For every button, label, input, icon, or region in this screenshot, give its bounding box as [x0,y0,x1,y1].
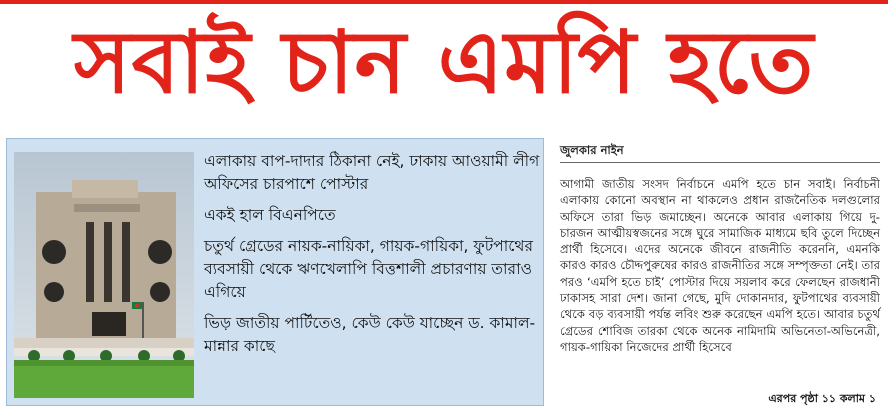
highlight-list [204,150,540,366]
byline-divider [560,162,880,163]
highlight-item: ভিড় জাতীয় পার্টিতেও, কেউ কেউ যাচ্ছেন ড. কামাল-মান্নার কাছে [204,314,536,355]
highlight-item: এলাকায় বাপ-দাদার ঠিকানা নেই, ঢাকায় আওয়ামী লীগ অফিসের চারপাশে পোস্টার [204,152,540,193]
highlight-item: চতুর্থ গ্রেডের নায়ক-নায়িকা, গায়ক-গায়িকা, ফুটপাথের ব্যবসায়ী থেকে ঋণখেলাপি বিত্তশালী প্রচারণায় তারাও এগিয়ে [204,237,533,301]
body-paragraph: আগামী জাতীয় সংসদ নির্বাচনে এমপি হতে চান সবাই। নির্বাচনী এলাকায় কোনো অবস্থান না থাকলেও প্রধান রাজনৈতিক দলগুলোর অফিসে তারা ভিড় জমাচ্ছেন। অনেকে আবার এলাকায় গিয়ে দু-চারজন আত্মীয়স্বজনের সঙ্গে ঘুরে সামাজিক মাধ্যমে ছবি তুলে দিচ্ছেন প্রার্থী হিসেবে। এদের অনেকে জীবনে রাজনীতি করেননি, এমনকি কারও কারও চৌদ্দপুরুষের কারও রাজনীতির সঙ্গে সম্পৃক্ততা নেই। তার পরও ‘এমপি হতে চাই’ পোস্টার দিয়ে সয়লাব করে ফেলছেন রাজধানী ঢাকাসহ সারা দেশ। জানা গেছে, মুদি দোকানদার, ফুটপাথের ব্যবসায়ী থেকে বড় ব্যবসায়ী পর্যন্ত লবিং শুরু করেছেন এমপি হতে। আবার চতুর্থ গ্রেডের শোবিজ তারকা থেকে অনেক নামিদামি অভিনেতা-অভিনেত্রী, গায়ক-গায়িকা নিজেদের প্রার্থী হিসেবে [560,177,880,354]
highlight-item: একই হাল বিএনপিতে [204,206,336,224]
continued-link[interactable]: এরপর পৃষ্ঠা ১১ কলাম ১ [768,392,876,405]
headline: সবাই চান এমপি হতে [73,12,815,113]
byline: জুলকার নাইন [560,143,624,157]
parliament-photo [14,152,194,398]
article-body [560,176,880,355]
